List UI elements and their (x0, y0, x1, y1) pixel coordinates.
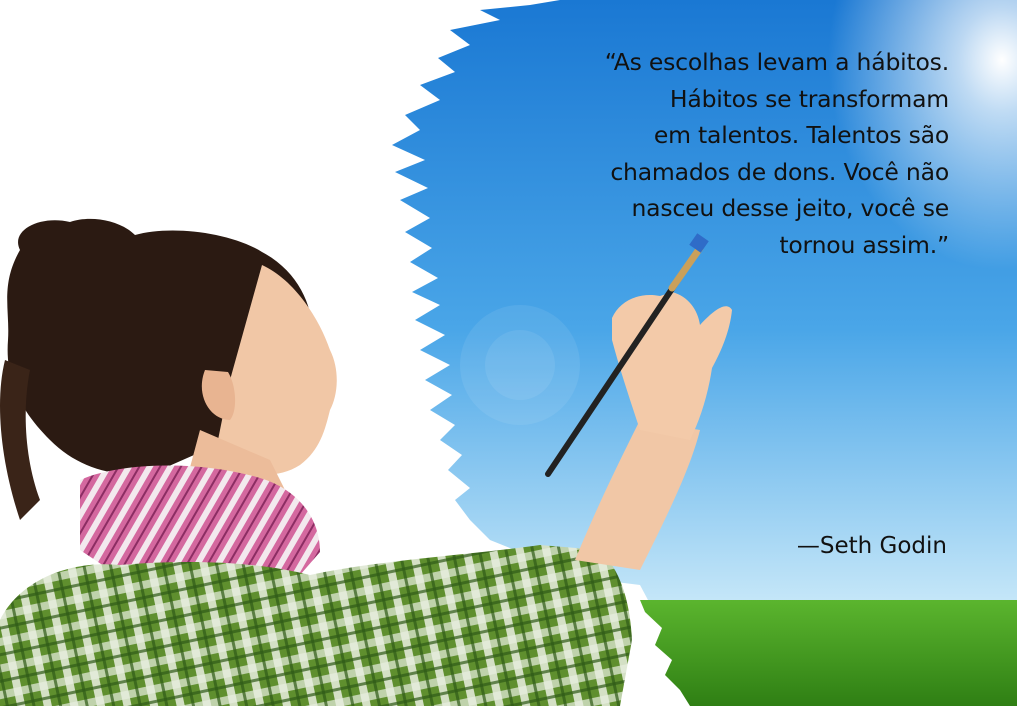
grass-field (640, 600, 1017, 706)
scarf (80, 465, 320, 575)
quote-author: —Seth Godin (796, 533, 947, 559)
quote-text: “As escolhas levam a hábitos. Hábitos se transformam em talentos. Talentos são chamados de dons. Você não nasceu desse jeito, você se tornou assim.” (604, 48, 949, 259)
plaid-shirt (0, 545, 632, 706)
